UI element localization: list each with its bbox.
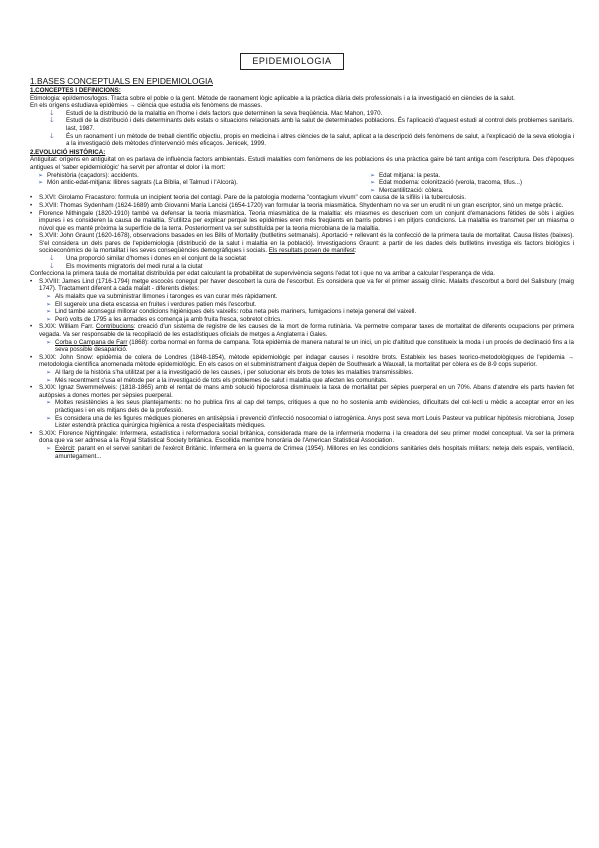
bullet-icon: • <box>30 323 33 331</box>
list-item: ➢ Lind també aconsegui millorar condicions higièniques dels vaixells: roba neta pels mariners, fumigacions i neteja general del vaixell. <box>46 308 417 316</box>
arrow-down-icon: 🡓 <box>50 132 54 140</box>
arrow-down-icon: 🡓 <box>50 109 54 117</box>
bullet-item: • S.XIX: Florence Nightingale: Infermera, estadística i reformadora social britànica, considerada mare de la infermeria moderna i la creadora del seu primer model conceptual. Va ser la primera dona que va ser admesa a la Royal Statistical Society britànica. Escollida membre honorària de l'American Statistical Association. <box>30 429 574 445</box>
check-arrow-icon: ➢ <box>370 186 376 194</box>
check-arrow-icon: ➢ <box>46 293 52 301</box>
bullet-icon: • <box>30 232 33 240</box>
list-item: 🡓 Estudi de la distribució de la malaltia en l'home i dels factors que determinen la seva freqüència. Mac Mahon, 1970. <box>50 109 383 117</box>
bullet-item: • S.XIX: Ignaz Swemmelweis: (1818-1865) amb el rentat de mans amb solució hipoclorosa disminueix la taxa de mortalitat per sèpies puerperal en un 70%. Abans d'atendre els parts havien fet autòpsies a dones mortes per sèpsies puerperal. <box>30 384 574 399</box>
list-item: ➢ Es considera una de les figures mèdiques pioneres en antisèpsia i prevenció d'infecció nosocomial o iatrogènica. Anys post seva mort Louis Pasteur va publicar hipòtesis microbiana, Josep Lister estendrà pràctica quirúrgica higiènica a resta d'especialitats mèdiques. <box>46 414 574 430</box>
list-item: ➢ Exèrcit: parant en el servei sanitari de l'exèrcit Britànic. Infermera en la guerra de Crimea (1954). Millores en les condicions sanitàries dels hospitals militars: neteja dels espais, ventilació, amuntegament... <box>46 444 574 460</box>
list-item: ➢ Més recentment s'usa el mètode per a la investigació de tots els problemes de salut i malaltia que afecten les comunitats. <box>46 376 388 384</box>
paragraph-etymology: Etimologia: epi/demos/logos. Tracta sobre el poble o la gent. Mètode de raonament lògic aplicable a la pràctica diària dels professionals i a la investigació en ciències de la salut. <box>30 94 515 102</box>
eras-list <box>30 172 574 195</box>
bullet-icon: • <box>30 353 33 361</box>
check-arrow-icon: ➢ <box>38 171 44 179</box>
list-item: ➢ Mercantilització: còlera. <box>370 186 444 194</box>
check-arrow-icon: ➢ <box>38 179 44 187</box>
eras-right-column <box>362 172 574 195</box>
list-item: ➢ Món antic-edat-mitjana: llibres sagrats (La Bíblia, el Talmud i l'Alcorà). <box>38 179 238 187</box>
bullet-item: • S.XVII: John Graunt (1620-1678), observacions basades en les Bills of Mortality (butlletins setmanals). Aportació + rellevant és la confecció de la primera taula de mortalitat. Causa llistes (baixes). S'el considera un dels pares de l'epidemiologia (distribució de la salut i malaltia en la població). Investigacions Graunt: a partir de les dades dels butlletins investiga els factors biològics i socioeconòmics de la mortalitat i les seves conseqüències demogràfiques i socials. Els resultats posen de manifest: <box>30 232 574 255</box>
bullet-item: • Florence Nithingale (1820-1910) també va defensar la teoria miasmàtica. Teoria miasmàtica de la malaltia: els miasmes es descriuen com un conjunt d'emanacions fètides de sòls i aigües impures i es consideren la causa de malaltia. S'utilitza per explicar perquè les epidèmies eren més freqüents en barris pobres i en pitjors condicions. La malaltia es transmet per un miasma o núvol que es mantè pròxima la superfície de la terra. Posteriorment va ser substituïda per la teoria microbiana de la malaltia. <box>30 209 574 232</box>
arrow-down-icon: 🡓 <box>50 117 54 125</box>
list-item: ➢ Ell sugereix una dieta escassa en fruites i verdures patien més l'escorbut. <box>46 300 257 308</box>
bullet-icon: • <box>30 384 33 392</box>
bullet-item: • S.XIX: John Snow: epidèmia de colera de Londres (1848-1854), mètode epidemiològic per indagar causes i resoldre brots. Estableix les bases teorico-metodològiques de l'epidemia → metodologia científica anomenada mètode epidemiològic. En els casos on el subministrament d'aigua depèn de Southwark a Wauxall, la mortalitat per còlera es de 8-9 cops superior. <box>30 353 574 369</box>
bullet-icon: • <box>30 194 33 202</box>
check-arrow-icon: ➢ <box>46 399 52 407</box>
bullet-item: • S.XVIII: James Lind (1716-1794) metge escocès conegut per haver descobert la cura de l'escorbut. Es considera que va fer el primer assaig clínic. Malalts d'escorbut a bord del Salisbury (maig 1747). Tractament diferent a cada malalt - diferents dietes: <box>30 277 574 293</box>
paragraph-antiquity: Antiguitat: orígens en antiguitat on es parlava de influència factors ambientals. Estudi malalties com fenòmens de les poblacions és una pràctica gaire bé tant antiga com l'escriptura. Des d'èpoques antigues el 'saber epidemiològic' ha servit per afrontar el dolor i la mort: <box>30 156 574 171</box>
bullet-item: • S.XVII: Thomas Sydenham (1624-1689) amb Giovanni María Lancisi (1654-1720) van formular la teoria miasmàtica. Shydenham no va ser un erudit ni un gran escriptor, sinó un metge pràctic. <box>30 201 564 209</box>
bullet-item: • S.XIX: William Farr. Contribucions: creació d'un sistema de registre de les causes de la mort de forma rutinària. Va permetre comparar taxes de mortalitat de diferents ocupacions per primera vegada. Va ser responsable de la recopilació de les estadístiques oficials de metges a Anglaterra i Gales. <box>30 323 574 338</box>
bullet-icon: • <box>30 429 33 437</box>
check-arrow-icon: ➢ <box>46 368 52 376</box>
list-item: ➢ Al llarg de la història s'ha utilitzat per a la investigació de les causes, i per solucionar els brots de totes les malalties transmissibles. <box>46 368 414 376</box>
list-item: ➢ Prehistòria (caçadors): accidents. <box>38 171 139 179</box>
list-item: ➢ Moltes resistències a les seus plantejaments: no ho publica fins al cap del temps, critiques a que no ho sostenia amb evidències, dificultats del col·lecti u mèdic a acceptar error en les pràctiques i en els mitjans dels de la professió. <box>46 399 574 414</box>
check-arrow-icon: ➢ <box>370 171 376 179</box>
results-label: Els resultats posen de manifest <box>268 247 355 255</box>
list-item: ➢ Als malalts que va subministrar llimones i taronges es van curar més ràpidament. <box>46 293 278 301</box>
list-item: 🡓 Els moviments migratoris del medi rural a la ciutat <box>50 262 203 270</box>
list-item: 🡓 És un raonament i un mètode de treball científic objectiu, propis en medicina i altres ciències de la salut, aplicat a la descripció dels fenòmens de salut, a l'explicació de la seva etiologia i a la investigació dels mètodes d'intervenció més eficaços. Jenicek, 1999. <box>50 132 574 148</box>
list-item: ➢ Però volts de 1795 a les armades es comença ja amb fruita fresca, sobretot cítrics. <box>46 315 282 323</box>
list-item: 🡓 Estudi de la distribució i dels determinants dels estats o situacions relacionats amb la salut de determinades poblacions. És l'aplicació d'aquest estudi al control dels problemes sanitaris. last, 1987. <box>50 117 574 132</box>
subsection-heading-history: 2.EVOLUCIÓ HISTÒRICA: <box>30 148 106 156</box>
section-heading: 1.BASES CONCEPTUALS EN EPIDEMIOLOGIA <box>30 76 213 86</box>
document-title: EPIDEMIOLOGIA <box>240 53 344 70</box>
document-body <box>30 76 574 460</box>
check-arrow-icon: ➢ <box>46 315 52 323</box>
check-arrow-icon: ➢ <box>46 308 52 316</box>
farr-curve-label: Corba o Campana de Farr <box>55 338 128 346</box>
bullet-item: • S.XVI: Girolamo Fracastoro: formula un incipient teoria del contagi. Pare de la patologia moderna "contagium vivum" com causa de la sífilis i la tuberculosis. <box>30 194 467 202</box>
check-arrow-icon: ➢ <box>46 300 52 308</box>
check-arrow-icon: ➢ <box>46 338 52 346</box>
paragraph-origins: En els orígens estudiava epidèmies → ciència que estudia els fenòmens de masses. <box>30 102 263 110</box>
arrow-down-icon: 🡓 <box>50 262 54 270</box>
arrow-down-icon: 🡓 <box>50 255 54 263</box>
army-label: Exèrcit <box>55 444 74 452</box>
list-item: ➢ Corba o Campana de Farr (1868): corba normal en forma de campana. Tota epidèmia de manera natural te un inici, un pic d'altitud que constitueix la moda i un procés de declinació fins a la seva possible desaparició. <box>46 338 574 354</box>
check-arrow-icon: ➢ <box>46 444 52 452</box>
list-item: ➢ Edat mitjana: la pesta. <box>370 171 441 179</box>
bullet-icon: • <box>30 201 33 209</box>
paragraph-life-table: Confecciona la primera taula de mortalitat distribuïda per edat calculant la probabilitat de supervivència segons l'edat tot i que no va arribar a calcular l'esperança de vida. <box>30 270 495 278</box>
list-item: 🡓 Una proporció similar d'homes i dones en el conjunt de la societat <box>50 255 247 263</box>
subsection-heading-concepts: 1.CONCEPTES I DEFINICIONS: <box>30 87 121 94</box>
check-arrow-icon: ➢ <box>46 376 52 384</box>
contributions-label: Contribucions <box>95 323 134 331</box>
bullet-icon: • <box>30 277 33 285</box>
bullet-icon: • <box>30 209 33 217</box>
list-item: ➢ Edat moderna: colonització (verola, tracoma, tifus...) <box>370 179 523 187</box>
check-arrow-icon: ➢ <box>46 414 52 422</box>
check-arrow-icon: ➢ <box>370 179 376 187</box>
eras-left-column <box>30 172 362 195</box>
